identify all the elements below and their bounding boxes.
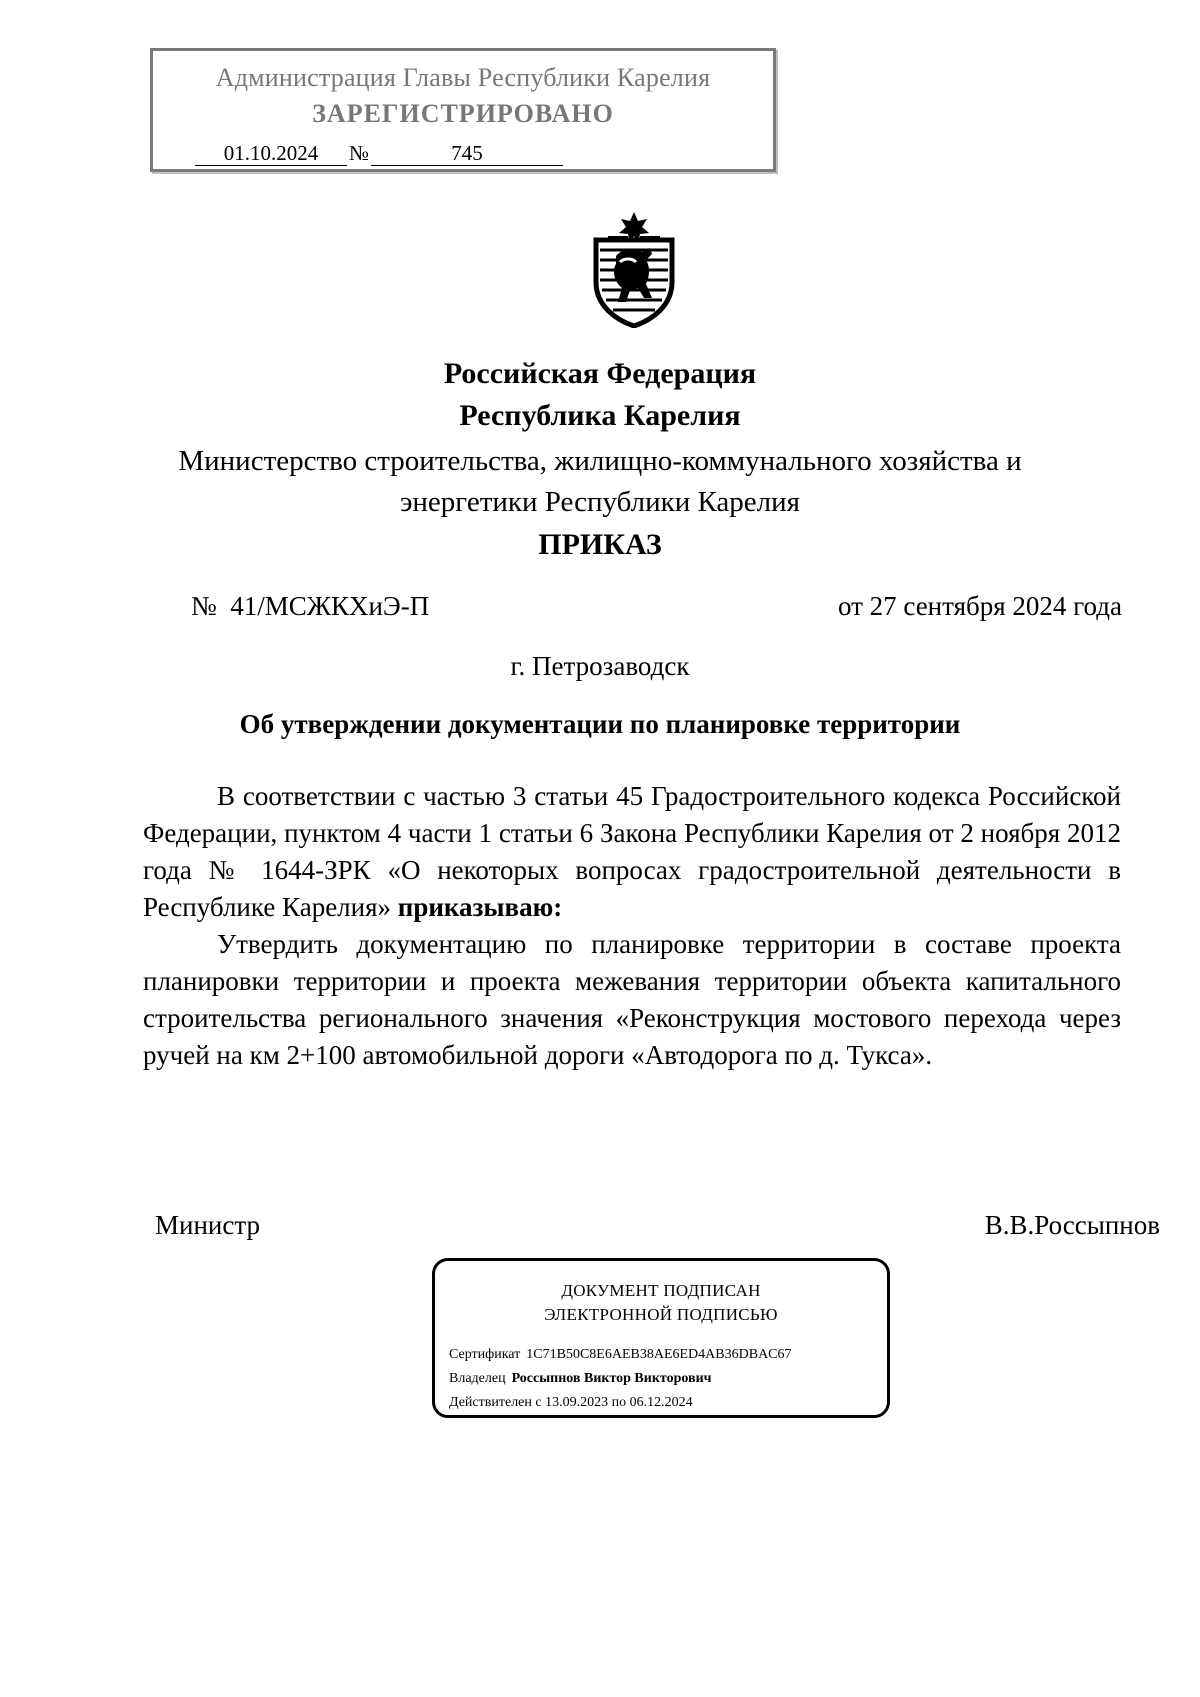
esig-valid-to: 06.12.2024: [629, 1395, 693, 1410]
esig-certificate-label: Сертификат: [449, 1347, 521, 1362]
esig-valid-from-label: с: [535, 1395, 542, 1410]
region-title: Республика Карелия: [459, 399, 741, 432]
signatory-name: В.В.Россыпнов: [984, 1210, 1160, 1240]
electronic-signature-stamp: [432, 1258, 890, 1418]
document-type: ПРИКАЗ: [538, 528, 662, 561]
signatory-role: Министр: [155, 1210, 260, 1240]
registration-date: 01.10.2024: [195, 141, 347, 166]
country-title: Российская Федерация: [443, 357, 757, 390]
body-paragraph-1-text: В соответствии с частью 3 статьи 45 Градостроительного кодекса Российской Федерации, пунктом 4 части 1 статьи 6 Закона Республики Карелия от 2 ноября 2012 года № 1644-ЗРК «О некоторых вопросах градостроительной деятельности в Республике Карелия»: [143, 781, 1121, 922]
esig-valid-to-label: по: [611, 1395, 627, 1410]
order-number: № 41/МСЖКХиЭ-П: [191, 591, 430, 621]
order-city: г. Петрозаводск: [510, 651, 690, 681]
order-subject: Об утверждении документации по планировке территории: [239, 709, 961, 739]
registration-stamp-authority: Администрация Главы Республики Карелия: [215, 63, 711, 92]
esig-valid-label: Действителен: [449, 1395, 532, 1410]
esig-owner: Россыпнов Виктор Викторович: [511, 1371, 712, 1386]
esig-owner-row: [449, 1371, 712, 1387]
body-paragraph-2: Утвердить документацию по планировке территории в составе проекта планировки территории и проекта межевания территории объекта капитального строительства регионального значения «Реконструкция мостового перехода через ручей на км 2+100 автомобильной дороги «Автодорога по д. Тукса».: [143, 929, 1121, 1070]
registration-number: 745: [371, 141, 563, 166]
esig-valid-from: 13.09.2023: [545, 1395, 609, 1410]
order-body: [143, 778, 1121, 1074]
registration-number-sign: №: [349, 141, 370, 165]
body-paragraph-1: [143, 778, 1121, 926]
esig-validity-row: [449, 1395, 693, 1411]
registration-stamp-row: [195, 141, 563, 166]
coat-of-arms-icon: [586, 210, 682, 328]
esig-title: [435, 1279, 887, 1327]
ministry-title: Министерство строительства, жилищно-коммунального хозяйства и энергетики Республики Карелия: [178, 445, 1022, 518]
esig-title-line2: ЭЛЕКТРОННОЙ ПОДПИСЬЮ: [544, 1305, 778, 1324]
order-date: от 27 сентября 2024 года: [837, 591, 1122, 621]
registration-stamp-status: ЗАРЕГИСТРИРОВАНО: [312, 99, 614, 128]
esig-owner-label: Владелец: [449, 1371, 506, 1386]
registration-stamp: [150, 48, 776, 172]
order-directive: приказываю:: [397, 892, 563, 922]
esig-certificate-row: [449, 1347, 792, 1363]
esig-title-line1: ДОКУМЕНТ ПОДПИСАН: [561, 1281, 761, 1300]
esig-certificate: 1C71B50C8E6AEB38AE6ED4AB36DBAC67: [526, 1347, 792, 1362]
